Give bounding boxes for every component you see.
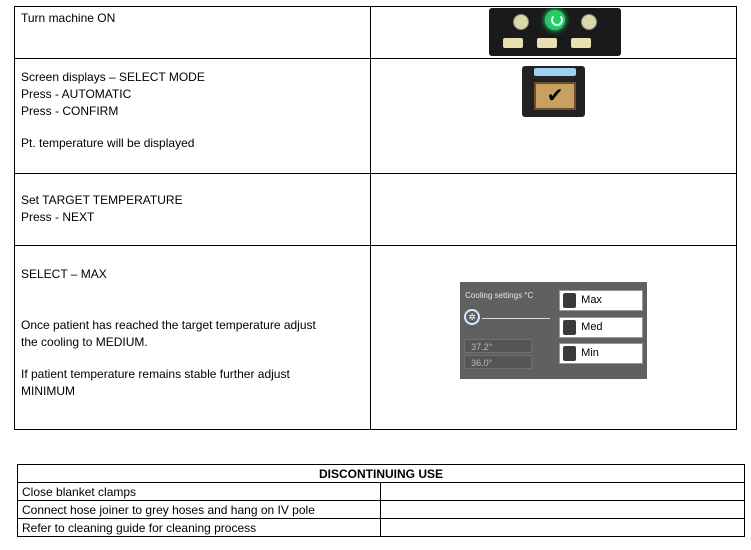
cooling-level-icon <box>563 320 576 335</box>
left-control-icon <box>513 14 529 30</box>
step-line: Press - CONFIRM <box>21 104 119 118</box>
fan-icon: ✲ <box>464 309 480 325</box>
right-control-icon <box>581 14 597 30</box>
step-line: Press - NEXT <box>21 210 95 224</box>
step-4-image <box>371 246 737 430</box>
discontinuing-title: DISCONTINUING USE <box>18 465 745 483</box>
power-panel-image <box>489 8 621 56</box>
step-line: Set TARGET TEMPERATURE <box>21 193 183 207</box>
step-3-text <box>15 174 371 246</box>
cooling-level-icon <box>563 346 576 361</box>
step-line: Once patient has reached the target temperature adjust <box>21 318 316 332</box>
step-line: Press - AUTOMATIC <box>21 87 132 101</box>
option-label: Med <box>581 321 603 333</box>
discontinue-item: Close blanket clamps <box>18 483 381 501</box>
step-1-text <box>15 7 371 59</box>
discontinue-item: Connect hose joiner to grey hoses and hang on IV pole <box>18 501 381 519</box>
discontinuing-table <box>17 464 745 537</box>
step-line: MINIMUM <box>21 384 75 398</box>
step-line: Pt. temperature will be displayed <box>21 136 195 150</box>
power-button-icon <box>545 10 565 30</box>
mode-key-1-icon <box>503 38 523 48</box>
temp-reading-2: 36.0° <box>464 355 532 369</box>
step-line: Screen displays – SELECT MODE <box>21 70 205 84</box>
panel-header: Cooling settings °C <box>465 291 534 300</box>
mode-key-3-icon <box>571 38 591 48</box>
step-line: the cooling to MEDIUM. <box>21 335 148 349</box>
max-option-button[interactable] <box>559 290 643 311</box>
confirm-button-image <box>522 66 585 117</box>
temp-reading-1: 37.2° <box>464 339 532 353</box>
step-line: Turn machine ON <box>21 11 116 25</box>
instructions-table <box>14 6 737 430</box>
option-label: Min <box>581 347 599 359</box>
step-line: SELECT – MAX <box>21 267 107 281</box>
step-line: If patient temperature remains stable further adjust <box>21 367 290 381</box>
mode-key-2-icon <box>537 38 557 48</box>
step-3-image <box>371 174 737 246</box>
step-1-image <box>371 7 737 59</box>
cooling-level-icon <box>563 293 576 308</box>
step-2-image <box>371 59 737 174</box>
confirm-tab-icon <box>534 68 576 76</box>
divider <box>482 318 550 319</box>
empty-cell <box>381 501 745 519</box>
med-option-button[interactable] <box>559 317 643 338</box>
empty-cell <box>381 483 745 501</box>
empty-cell <box>381 519 745 537</box>
discontinue-item: Refer to cleaning guide for cleaning process <box>18 519 381 537</box>
cooling-settings-panel <box>460 282 647 379</box>
checkmark-icon: ✔ <box>534 82 576 110</box>
option-label: Max <box>581 294 602 306</box>
step-2-text <box>15 59 371 174</box>
step-4-text <box>15 246 371 430</box>
min-option-button[interactable] <box>559 343 643 364</box>
